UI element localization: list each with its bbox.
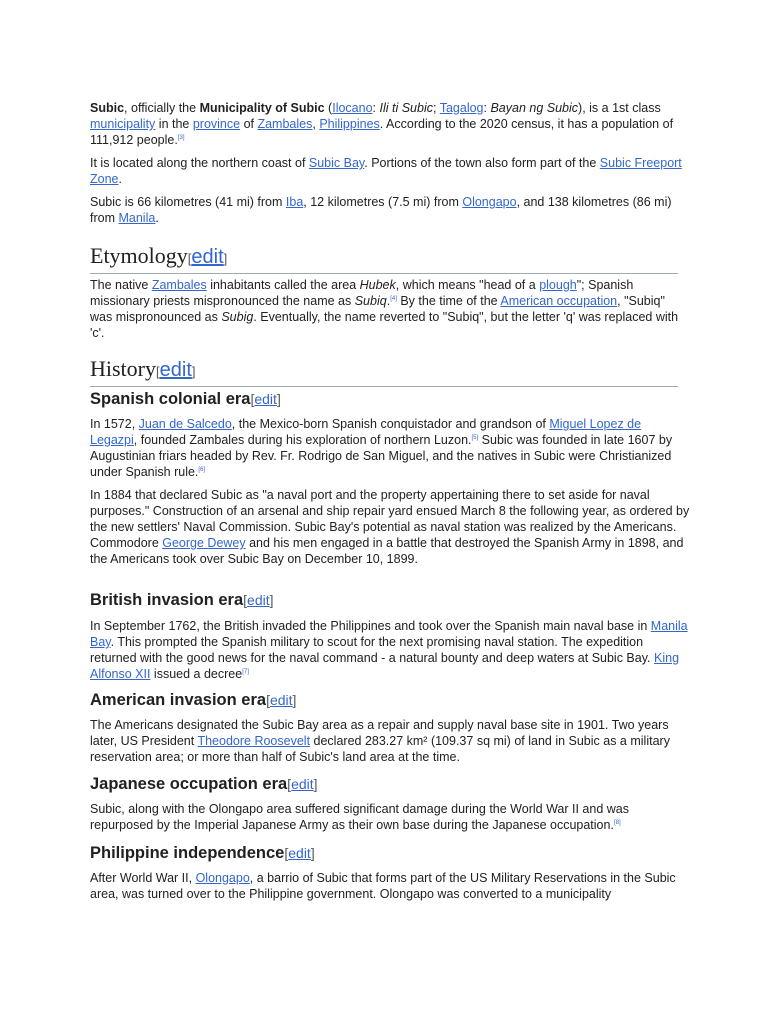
link-iba[interactable]: Iba — [285, 195, 304, 209]
spanish-paragraph-2: In 1884 that declared Subic as "a naval port and the property appertaining there to set aside for naval purposes." Construction of an arsenal and ship repair yard ensued March 8 the following year, as ordered by the new settlers' Naval Commission. Subic Bay's potential as naval station was realized by the Americans. Commodore George Dewey and his men engaged in a battle that destroyed the Spanish Army in 1898, and the Americans took over Subic Bay on December 10, 1899. — [90, 488, 690, 566]
lead-paragraph-2: It is located along the northern coast of Subic Bay. Portions of the town also form part of the Subic Freeport Zone. — [90, 156, 682, 186]
link-george-dewey[interactable]: George Dewey — [162, 536, 246, 550]
link-subic-freeport-zone[interactable]: Subic Freeport Zone — [90, 156, 682, 186]
link-theodore-roosevelt[interactable]: Theodore Roosevelt — [197, 734, 311, 748]
citation-3[interactable]: [3] — [177, 134, 185, 141]
link-philippines[interactable]: Philippines — [319, 117, 380, 131]
japanese-paragraph: Subic, along with the Olongapo area suffered significant damage during the World War II and was repurposed by the Imperial Japanese Army as their own base during the Japanese occupation.[8] — [90, 802, 629, 832]
edit-section-history: [edit] — [156, 359, 196, 381]
link-miguel-lopez-de-legazpi[interactable]: Miguel Lopez de Legazpi — [90, 417, 642, 447]
citation-8[interactable]: [8] — [613, 819, 621, 826]
link-ilocano[interactable]: Ilocano — [332, 101, 373, 115]
edit-section-japanese: [edit] — [287, 776, 318, 792]
link-juan-de-salcedo[interactable]: Juan de Salcedo — [138, 417, 232, 431]
edit-link[interactable]: edit — [288, 845, 311, 861]
edit-section-independence: [edit] — [284, 845, 315, 861]
link-king-alfonso-xii[interactable]: King Alfonso XII — [90, 651, 680, 681]
edit-link[interactable]: edit — [291, 776, 314, 792]
link-subic-bay[interactable]: Subic Bay — [308, 156, 365, 170]
heading-history: History[edit] — [90, 356, 678, 387]
edit-section-american: [edit] — [266, 692, 297, 708]
edit-link[interactable]: edit — [247, 592, 270, 608]
link-municipality[interactable]: municipality — [90, 117, 156, 131]
british-paragraph: In September 1762, the British invaded the Philippines and took over the Spanish main naval base in Manila Bay. This prompted the Spanish military to scout for the next promising naval station. The expedition returned with the good news for the naval command - a natural bounty and deep waters at Subic Bay. King Alfonso XII issued a decree[7] — [90, 619, 688, 681]
edit-section-british: [edit] — [243, 592, 274, 608]
citation-7[interactable]: [7] — [242, 668, 249, 675]
edit-link[interactable]: edit — [254, 391, 277, 407]
lead-paragraph-3: Subic is 66 kilometres (41 mi) from Iba, 12 kilometres (7.5 mi) from Olongapo, and 138 kilometres (86 mi) from Manila. — [90, 195, 672, 225]
edit-link[interactable]: edit — [269, 692, 293, 708]
edit-section-spanish: [edit] — [250, 391, 281, 407]
edit-link[interactable]: edit — [191, 246, 224, 268]
heading-spanish-colonial-era: Spanish colonial era[edit] — [90, 390, 281, 408]
link-plough[interactable]: plough — [539, 278, 577, 292]
heading-etymology: Etymology[edit] — [90, 243, 678, 274]
heading-british-invasion-era: British invasion era[edit] — [90, 591, 274, 609]
spanish-paragraph-1: In 1572, Juan de Salcedo, the Mexico-born Spanish conquistador and grandson of Miguel Lopez de Legazpi, founded Zambales during his exploration of northern Luzon.[5] Subic was founded in late 1607 by Augustinian friars headed by Rev. Fr. Rodrigo de San Miguel, and the natives in Subic were Christianized under Spanish rule.[6] — [90, 417, 673, 479]
edit-section-etymology: [edit] — [187, 246, 228, 268]
link-olongapo[interactable]: Olongapo — [195, 871, 250, 885]
link-olongapo[interactable]: Olongapo — [462, 195, 517, 209]
american-paragraph: The Americans designated the Subic Bay area as a repair and supply naval base site in 1901. Two years later, US President Theodore Roosevelt declared 283.27 km² (109.37 sq mi) of land in Subic as a military reservation area; or more than half of Subic's land area at the time. — [90, 718, 670, 764]
heading-japanese-occupation-era: Japanese occupation era[edit] — [90, 775, 318, 793]
link-zambales[interactable]: Zambales — [257, 117, 313, 131]
link-province[interactable]: province — [192, 117, 241, 131]
link-manila[interactable]: Manila — [118, 211, 156, 225]
citation-6[interactable]: [6] — [198, 466, 206, 473]
citation-4[interactable]: [4] — [390, 295, 397, 302]
citation-5[interactable]: [5] — [471, 434, 479, 441]
heading-philippine-independence: Philippine independence[edit] — [90, 844, 315, 862]
etymology-paragraph: The native Zambales inhabitants called the area Hubek, which means "head of a plough"; Spanish missionary priests mispronounced the name as Subiq.[4] By the time of the American occupation, "Subiq" was mispronounced as Subig. Eventually, the name reverted to "Subiq", but the letter 'q' was replaced with 'c'. — [90, 278, 679, 340]
edit-link[interactable]: edit — [159, 359, 192, 381]
link-tagalog[interactable]: Tagalog — [439, 101, 484, 115]
independence-paragraph: After World War II, Olongapo, a barrio of Subic that forms part of the US Military Reservations in the Subic area, was turned over to the Philippine government. Olongapo was converted to a municipality — [90, 871, 676, 901]
link-manila-bay[interactable]: Manila Bay — [90, 619, 688, 649]
link-zambales[interactable]: Zambales — [151, 278, 207, 292]
lead-paragraph-1: Subic, officially the Municipality of Subic (Ilocano: Ili ti Subic; Tagalog: Bayan ng Subic), is a 1st class municipality in the province of Zambales, Philippines. According to the 2020 census, it has a population of 111,912 people.[3] — [90, 101, 674, 147]
heading-american-invasion-era: American invasion era[edit] — [90, 691, 297, 709]
link-american-occupation[interactable]: American occupation — [500, 294, 618, 308]
